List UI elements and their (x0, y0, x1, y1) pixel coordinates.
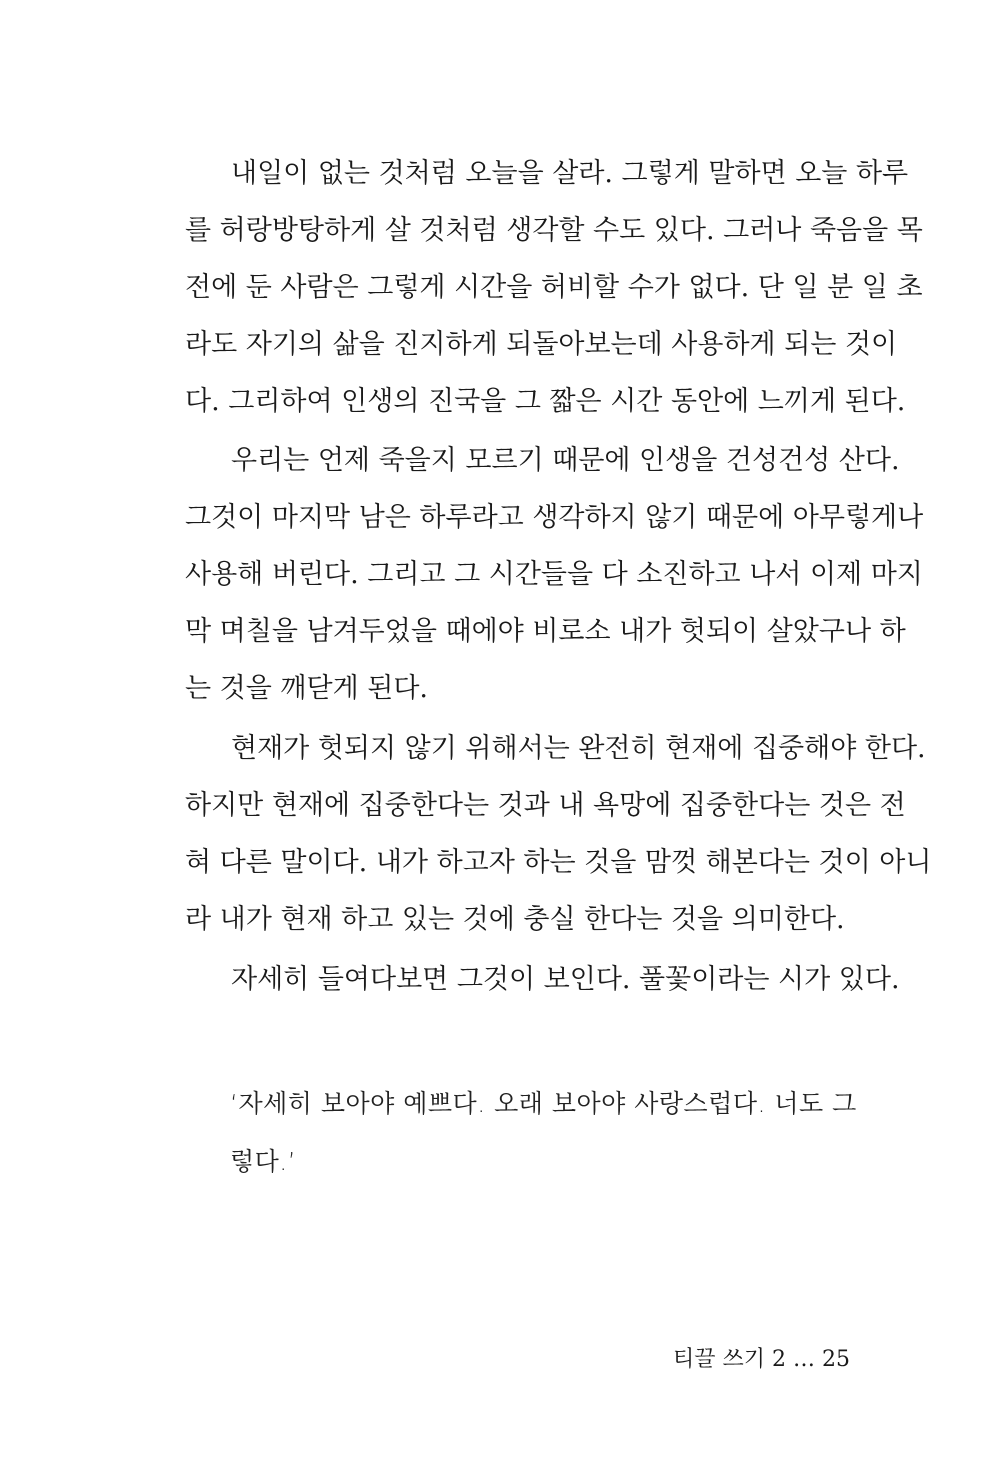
paragraph-4-line-1: 자세히 들여다보면 그것이 보인다. 풀꽃이라는 시가 있다. (231, 964, 900, 995)
paragraph-1-line-5: 다. 그리하여 인생의 진국을 그 짧은 시간 동안에 느끼게 된다. (185, 386, 906, 417)
paragraph-1-line-1: 내일이 없는 것처럼 오늘을 살라. 그렇게 말하면 오늘 하루 (231, 158, 909, 189)
paragraph-2-line-3: 사용해 버린다. 그리고 그 시간들을 다 소진하고 나서 이제 마지 (185, 559, 923, 590)
paragraph-3-line-1: 현재가 헛되지 않기 위해서는 완전히 현재에 집중해야 한다. (231, 733, 926, 764)
paragraph-3-line-3: 혀 다른 말이다. 내가 하고자 하는 것을 맘껏 해본다는 것이 아니 (185, 847, 932, 878)
page-number: 25 (822, 1347, 850, 1372)
paragraph-1-line-4: 라도 자기의 삶을 진지하게 되돌아보는데 사용하게 되는 것이 (185, 329, 898, 360)
paragraph-2-line-1: 우리는 언제 죽을지 모르기 때문에 인생을 건성건성 산다. (231, 445, 900, 476)
paragraph-1-line-2: 를 허랑방탕하게 살 것처럼 생각할 수도 있다. 그러나 죽음을 목 (185, 215, 923, 246)
paragraph-3-line-4: 라 내가 현재 하고 있는 것에 충실 한다는 것을 의미한다. (185, 904, 845, 935)
paragraph-1-line-3: 전에 둔 사람은 그렇게 시간을 허비할 수가 없다. 단 일 분 일 초 (185, 272, 923, 303)
paragraph-2-line-2: 그것이 마지막 남은 하루라고 생각하지 않기 때문에 아무렇게나 (185, 502, 924, 533)
book-title: 티끌 쓰기 2 (673, 1347, 786, 1372)
paragraph-2-line-5: 는 것을 깨닫게 된다. (185, 673, 428, 704)
folio-separator: … (793, 1347, 815, 1372)
paragraph-3-line-2: 하지만 현재에 집중한다는 것과 내 욕망에 집중한다는 것은 전 (185, 790, 906, 821)
poem-line-2: 렇다.’ (230, 1147, 297, 1176)
page-footer (673, 1345, 850, 1375)
poem-line-1: ‘자세히 보아야 예쁘다. 오래 보아야 사랑스럽다. 너도 그 (230, 1089, 857, 1118)
paragraph-2-line-4: 막 며칠을 남겨두었을 때에야 비로소 내가 헛되이 살았구나 하 (185, 616, 906, 647)
